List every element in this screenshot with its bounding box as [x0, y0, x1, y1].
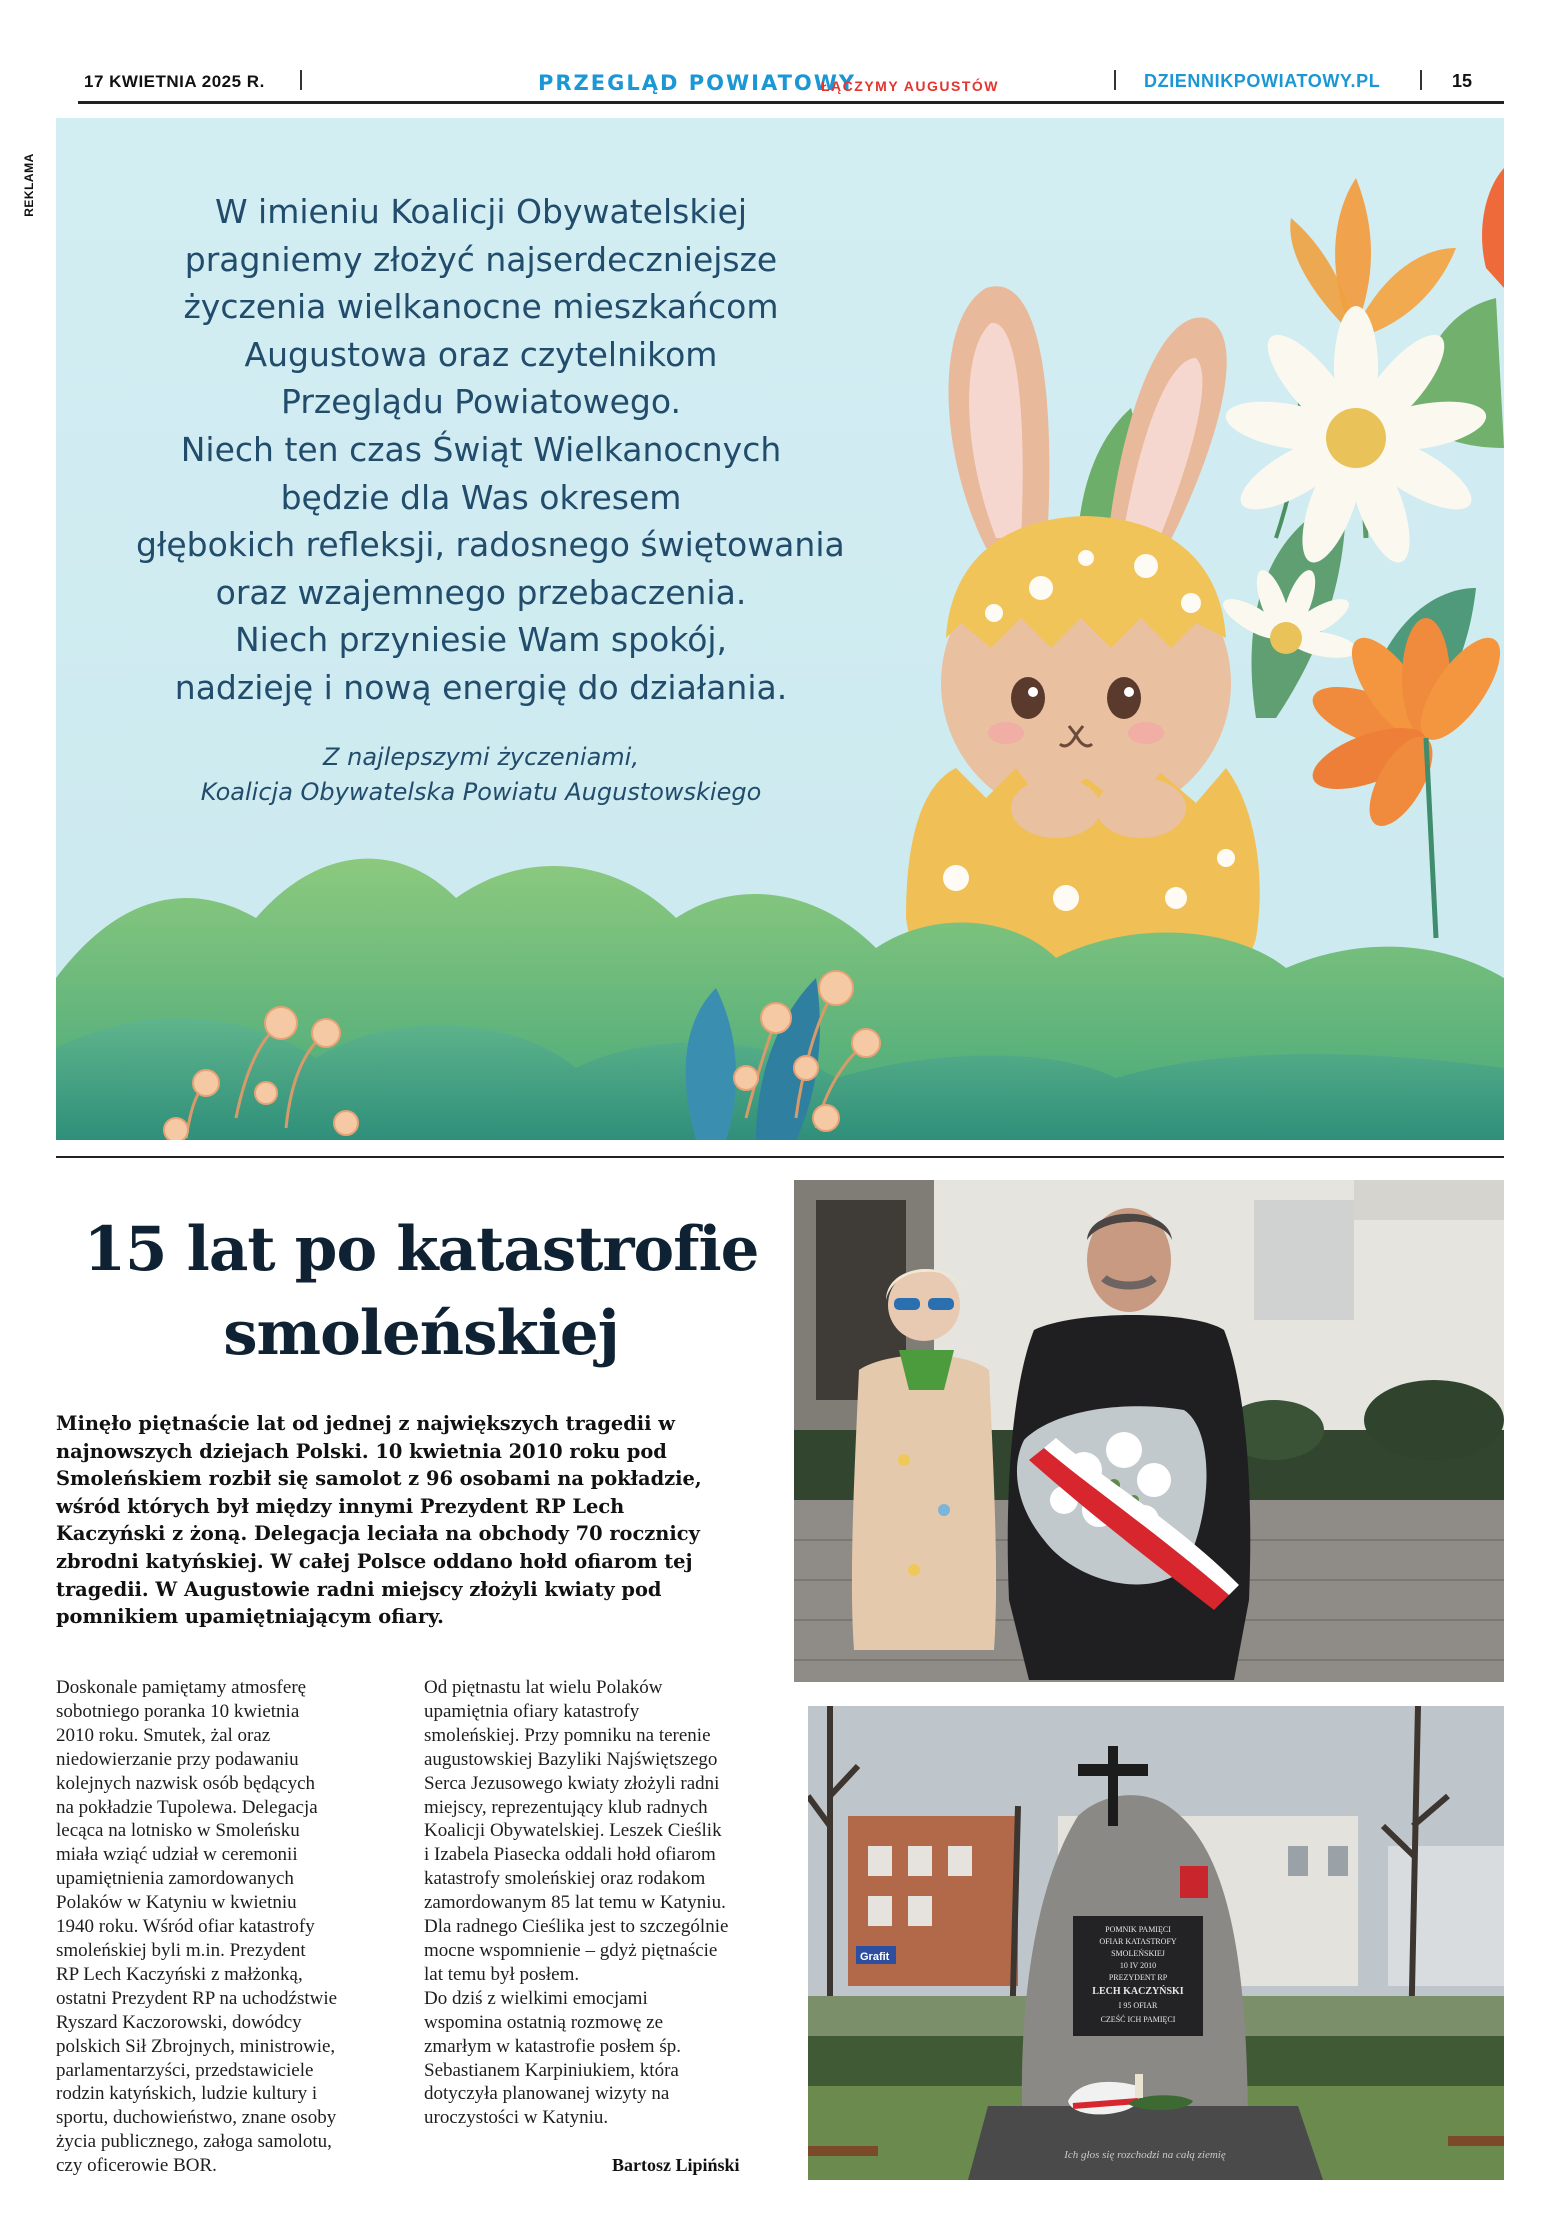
page-number: 15: [1452, 71, 1473, 91]
header-separator: [1420, 70, 1422, 90]
lead-line: Smoleńskiem rozbił się samolot z 96 osobami na pokładzie,: [56, 1467, 702, 1491]
lead-line: zbrodni katyńskiej. W całej Polsce oddano hołd ofiarom tej: [56, 1549, 693, 1573]
plaque-line: LECH KACZYŃSKI: [1092, 1986, 1184, 1997]
body-line: Dla radnego Cieślika jest to szczególnie: [424, 1916, 729, 1938]
body-line: augustowskiej Bazyliki Najświętszego: [424, 1748, 718, 1770]
plaque-line: SMOLEŃSKIEJ: [1111, 1949, 1165, 1958]
body-line: Od piętnastu lat wielu Polaków: [424, 1677, 663, 1698]
body-line: miała wziąć udział w ceremonii: [56, 1844, 298, 1866]
body-line: niedowierzanie przy podawaniu: [56, 1748, 299, 1770]
masthead-title: PRZEGLĄD POWIATOWY: [538, 71, 857, 95]
body-line: Do dziś z wielkimi emocjami: [424, 1987, 648, 2009]
greeting-signature: [136, 740, 826, 810]
body-line: dotyczyła planowanej wizyty na: [424, 2083, 670, 2105]
greeting-line: Niech przyniesie Wam spokój,: [234, 620, 728, 660]
article-lead: [56, 1410, 756, 1631]
article-column-1: [56, 1676, 386, 2178]
body-line: katastrofy smoleńskiej oraz rodakom: [424, 1868, 706, 1890]
article-headline: [56, 1208, 786, 1376]
header-separator: [1114, 70, 1116, 90]
greeting-line: oraz wzajemnego przebaczenia.: [215, 572, 747, 612]
plaque-line: POMNIK PAMIĘCI: [1105, 1925, 1171, 1934]
section-divider: [56, 1156, 1504, 1158]
shop-sign-text: Grafit: [860, 1951, 890, 1963]
greeting-line: głębokich refleksji, radosnego świętowania: [136, 525, 845, 565]
body-line: Koalicji Obywatelskiej. Leszek Cieślik: [424, 1820, 722, 1842]
body-line: i Izabela Piasecka oddali hołd ofiarom: [424, 1844, 716, 1866]
greeting-line: nadzieję i nową energię do działania.: [174, 667, 788, 707]
page-header: [78, 66, 1504, 104]
website-link[interactable]: DZIENNIKPOWIATOWY.PL: [1144, 71, 1381, 91]
easter-advertisement: [56, 118, 1504, 1140]
body-line: Polaków w Katyniu w kwietniu: [56, 1892, 297, 1914]
lead-line: tragedii. W Augustowie radni miejscy złożyli kwiaty pod: [56, 1577, 662, 1601]
body-line: na pokładzie Tupolewa. Delegacja: [56, 1796, 318, 1818]
advertisement-label: [19, 146, 39, 226]
greeting-line: pragniemy złożyć najserdeczniejsze: [184, 239, 778, 279]
lead-line: Minęło piętnaście lat od jednej z największych tragedii w: [56, 1412, 675, 1435]
signature-line: Z najlepszymi życzeniami,: [323, 743, 639, 771]
body-line: lat temu był posłem.: [424, 1963, 580, 1985]
body-line: 1940 roku. Wśród ofiar katastrofy: [56, 1916, 315, 1938]
easter-greeting: [136, 188, 845, 712]
body-line: wspomina ostatnią rozmowę ze: [424, 2011, 664, 2033]
plaque-line: I 95 OFIAR: [1118, 2001, 1158, 2010]
body-line: RP Lech Kaczyński z małżonką,: [56, 1963, 303, 1985]
body-line: smoleńskiej. Przy pomniku na terenie: [424, 1724, 711, 1746]
lead-line: Kaczyński z żoną. Delegacja leciała na obchody 70 rocznicy: [56, 1522, 700, 1546]
body-line: uroczystości w Katyniu.: [424, 2107, 609, 2129]
headline-line: 15 lat po katastrofie: [83, 1214, 759, 1285]
memorial-inscription: Ich głos się rozchodzi na całą ziemię: [1064, 2149, 1226, 2161]
body-line: życia publicznego, załoga samolotu,: [56, 2131, 332, 2153]
body-line: czy oficerowie BOR.: [56, 2155, 217, 2177]
body-line: Serca Jezusowego kwiaty złożyli radni: [424, 1772, 720, 1794]
greeting-line: Augustowa oraz czytelnikom: [244, 334, 718, 374]
body-line: zmarłym w katastrofie posłem śp.: [424, 2035, 681, 2057]
signature-line: Koalicja Obywatelska Powiatu Augustowskiego: [200, 778, 762, 806]
body-line: upamiętnienia zamordowanych: [56, 1868, 294, 1890]
header-separator: [300, 70, 302, 90]
body-line: 2010 roku. Smutek, żal oraz: [56, 1724, 271, 1746]
photo-councillors: [794, 1180, 1504, 1682]
body-line: sportu, duchowieństwo, znane osoby: [56, 2107, 337, 2129]
photo-councillors-image: [794, 1180, 1504, 1682]
greeting-line: Przeglądu Powiatowego.: [281, 382, 681, 422]
plaque-line: CZEŚĆ ICH PAMIĘCI: [1100, 2015, 1176, 2024]
lead-line: najnowszych dziejach Polski. 10 kwietnia 2010 roku pod: [56, 1439, 667, 1463]
body-line: Sebastianem Karpiniukiem, która: [424, 2059, 679, 2081]
body-line: miejscy, reprezentujący klub radnych: [424, 1796, 708, 1818]
plaque-line: 10 IV 2010: [1119, 1961, 1157, 1970]
greeting-line: życzenia wielkanocne mieszkańcom: [183, 287, 779, 327]
body-line: zamordowanym 85 lat temu w Katyniu.: [424, 1892, 726, 1914]
issue-date: 17 KWIETNIA 2025 R.: [84, 72, 265, 91]
body-line: smoleńskiej byli m.in. Prezydent: [56, 1939, 306, 1961]
photo-memorial-image: [808, 1706, 1504, 2180]
plaque-line: OFIAR KATASTROFY: [1099, 1937, 1177, 1946]
body-line: Ryszard Kaczorowski, dowódcy: [56, 2011, 302, 2033]
advertisement-label-text: REKLAMA: [21, 153, 36, 217]
body-line: upamiętnia ofiary katastrofy: [424, 1700, 640, 1722]
body-line: mocne wspomnienie – gdyż piętnaście: [424, 1939, 718, 1961]
lead-line: pomnikiem upamiętniającym ofiary.: [56, 1605, 444, 1629]
greeting-line: Niech ten czas Świąt Wielkanocnych: [180, 429, 782, 469]
photo-memorial: [808, 1706, 1504, 2180]
body-line: kolejnych nazwisk osób będących: [56, 1772, 316, 1794]
body-line: parlamentarzyści, przedstawiciele: [56, 2059, 314, 2081]
body-line: lecąca na lotnisko w Smoleńsku: [56, 1820, 300, 1842]
masthead-slogan: ŁĄCZYMY AUGUSTÓW: [821, 78, 999, 94]
body-line: sobotniego poranka 10 kwietnia: [56, 1700, 300, 1722]
greeting-line: będzie dla Was okresem: [280, 477, 682, 517]
body-line: polskich Sił Zbrojnych, ministrowie,: [56, 2035, 336, 2057]
lead-line: wśród których był między innymi Prezydent RP Lech: [56, 1494, 625, 1518]
headline-line: smoleńskiej: [223, 1298, 619, 1369]
article-byline: Bartosz Lipiński: [612, 2155, 740, 2175]
body-line: ostatni Prezydent RP na uchodźstwie: [56, 1987, 338, 2009]
article-column-2: [424, 1676, 774, 2130]
body-line: rodzin katyńskich, ludzie kultury i: [56, 2083, 318, 2105]
body-line: Doskonale pamiętamy atmosferę: [56, 1677, 307, 1698]
plaque-line: PREZYDENT RP: [1108, 1973, 1168, 1982]
greeting-line: W imieniu Koalicji Obywatelskiej: [214, 192, 748, 231]
